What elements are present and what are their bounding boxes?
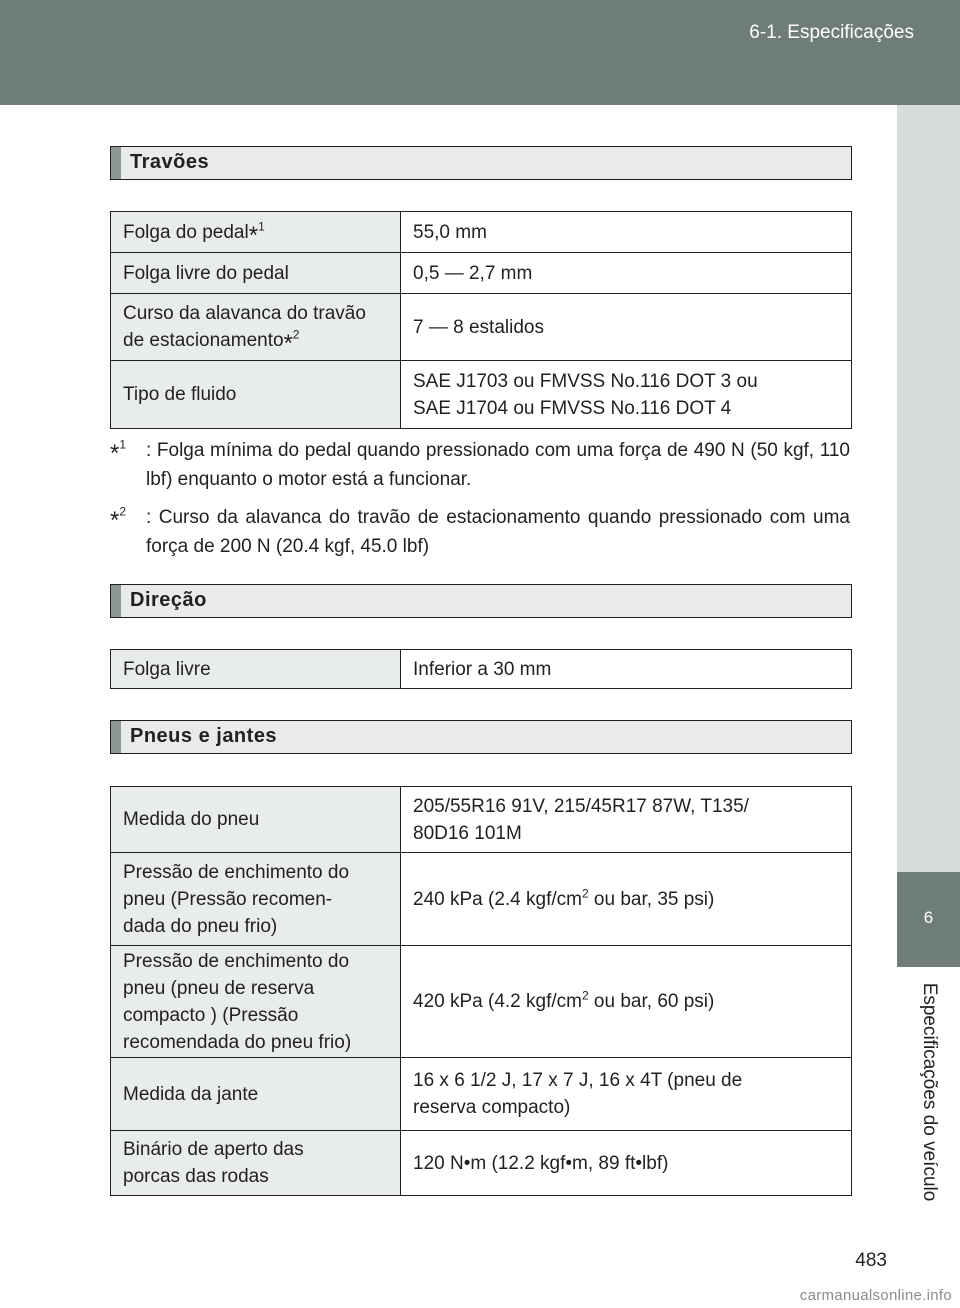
brakes-section-header (110, 146, 852, 180)
wheel-nut-torque-label: Binário de aperto das porcas das rodas (111, 1131, 401, 1196)
tyres-title: Pneus e jantes (130, 725, 278, 747)
parking-brake-travel-label: Curso da alavanca do travão de estacionamento*$^2$ (111, 294, 401, 361)
footnote-1: *$^1$ : Folga mínima do pedal quando pressionado com uma força de 490 N (50 kgf, 110 lbf) enquanto o motor está a funcionar. (110, 437, 850, 490)
rim-size-label: Medida da jante (111, 1058, 401, 1131)
top-header-bar (0, 0, 960, 105)
footnote-marker: *$^2$ (110, 504, 127, 534)
spare-tyre-pressure-label: Pressão de enchimento do pneu (pneu de reserva compacto ) (Pressão recomendada do pneu frio) (111, 946, 401, 1058)
steering-table (110, 649, 852, 689)
tyres-table (110, 786, 852, 1196)
pedal-play-value: 55,0 mm (401, 212, 852, 253)
fluid-type-value: SAE J1703 ou FMVSS No.116 DOT 3 ou SAE J1704 ou FMVSS No.116 DOT 4 (401, 361, 852, 429)
table-row (111, 1058, 852, 1131)
table-row (111, 253, 852, 294)
steering-title: Direção (130, 589, 207, 611)
wheel-nut-torque-value: 120 N•m (12.2 kgf•m, 89 ft•lbf) (401, 1131, 852, 1196)
table-row (111, 787, 852, 853)
free-play-label: Folga livre do pedal (111, 253, 401, 294)
page-number: 483 (855, 1250, 887, 1271)
spare-tyre-pressure-value: 420 kPa (4.2 kgf/$cm^2$ ou bar, 60 psi) (401, 946, 852, 1058)
table-row (111, 212, 852, 253)
tyre-pressure-value: 240 kPa (2.4 kgf/$cm^2$ ou bar, 35 psi) (401, 853, 852, 946)
pedal-play-label: Folga do pedal*$^1$ (111, 212, 401, 253)
table-row (111, 294, 852, 361)
steering-free-play-label: Folga livre (111, 650, 401, 689)
footnote-marker: *$^1$ (110, 437, 127, 467)
chapter-title: Especificações do veículo (919, 982, 940, 1202)
footnote-2: *$^2$ : Curso da alavanca do travão de estacionamento quando pressionado com uma força de 200 N (20.4 kgf, 45.0 lbf) (110, 504, 850, 557)
chapter-number: 6 (923, 908, 934, 927)
table-row (111, 946, 852, 1058)
side-tab-upper (897, 105, 960, 872)
tyre-size-value: 205/55R16 91V, 215/45R17 87W, T135/ 80D16 101M (401, 787, 852, 853)
parking-brake-travel-value: 7 — 8 estalidos (401, 294, 852, 361)
steering-free-play-value: Inferior a 30 mm (401, 650, 852, 689)
table-row (111, 853, 852, 946)
table-row (111, 1131, 852, 1196)
watermark: carmanualsonline.info (799, 1287, 952, 1304)
table-row (111, 650, 852, 689)
tyre-size-label: Medida do pneu (111, 787, 401, 853)
brakes-table (110, 211, 852, 429)
chapter-tab[interactable] (897, 872, 960, 967)
section-title: 6-1. Especificações (749, 22, 914, 43)
fluid-type-label: Tipo de fluido (111, 361, 401, 429)
steering-section-header (110, 584, 852, 618)
rim-size-value: 16 x 6 1/2 J, 17 x 7 J, 16 x 4T (pneu de reserva compacto) (401, 1058, 852, 1131)
tyre-pressure-label: Pressão de enchimento do pneu (Pressão recomen- dada do pneu frio) (111, 853, 401, 946)
free-play-value: 0,5 — 2,7 mm (401, 253, 852, 294)
brakes-title: Travões (130, 151, 210, 173)
tyres-section-header (110, 720, 852, 754)
table-row (111, 361, 852, 429)
